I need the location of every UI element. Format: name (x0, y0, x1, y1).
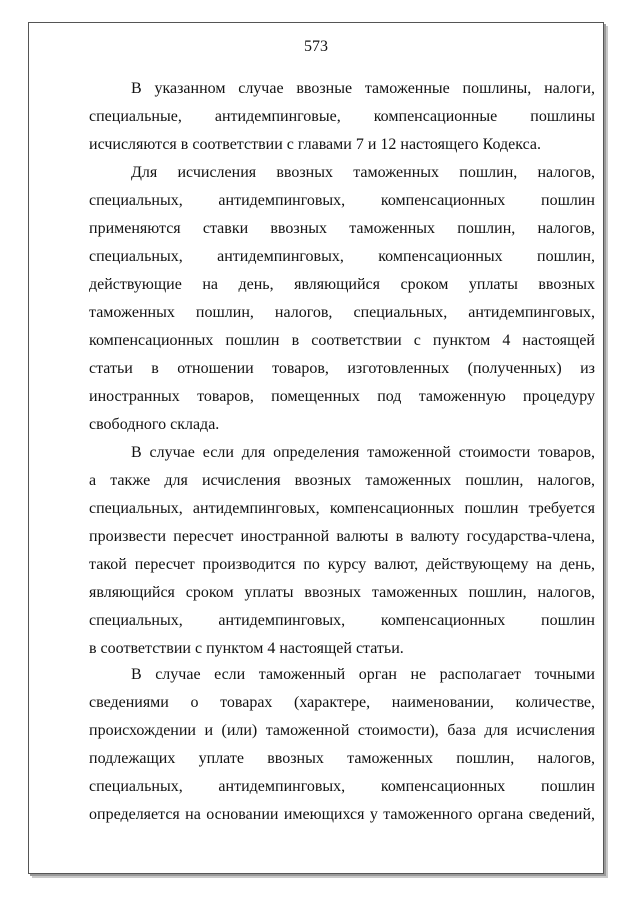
text-line: компенсационных пошлин в соответствии с пунктом 4 настоящей (89, 332, 595, 349)
text-line: таможенных пошлин, налогов, специальных, антидемпинговых, (89, 304, 595, 321)
text-line: специальных, антидемпинговых, компенсационных пошлин требуется (89, 500, 595, 517)
text-line: являющийся сроком уплаты ввозных таможенных пошлин, налогов, (89, 584, 595, 601)
text-line: специальных, антидемпинговых, компенсационных пошлин (89, 778, 595, 795)
paragraph-4 (89, 661, 595, 829)
text-line: применяются ставки ввозных таможенных пошлин, налогов, (89, 220, 595, 237)
text-line: действующие на день, являющийся сроком уплаты ввозных (89, 276, 595, 293)
text-line: свободного склада. (89, 416, 220, 433)
text-line: специальных, антидемпинговых, компенсационных пошлин (89, 612, 595, 629)
text-line: В указанном случае ввозные таможенные пошлины, налоги, (131, 80, 595, 97)
text-line: исчисляются в соответствии с главами 7 и 12 настоящего Кодекса. (89, 136, 541, 153)
text-line: В случае если для определения таможенной стоимости товаров, (131, 444, 595, 461)
text-line: специальных, антидемпинговых, компенсационных пошлин (89, 192, 595, 209)
text-line: подлежащих уплате ввозных таможенных пошлин, налогов, (89, 750, 595, 767)
document-page (28, 22, 604, 874)
text-line: происхождении и (или) таможенной стоимости), база для исчисления (89, 722, 595, 739)
text-line: специальные, антидемпинговые, компенсационные пошлины (89, 108, 595, 125)
text-line: В случае если таможенный орган не располагает точными (131, 666, 595, 683)
page-number: 573 (304, 38, 328, 55)
text-line: определяется на основании имеющихся у таможенного органа сведений, (89, 806, 595, 823)
text-line: Для исчисления ввозных таможенных пошлин, налогов, (131, 164, 595, 181)
text-line: статьи в отношении товаров, изготовленных (полученных) из (89, 360, 595, 377)
text-line: специальных, антидемпинговых, компенсационных пошлин, (89, 248, 595, 265)
paragraph-1 (89, 75, 595, 159)
text-line: а также для исчисления ввозных таможенных пошлин, налогов, (89, 472, 595, 489)
paragraph-2 (89, 159, 595, 439)
text-line: такой пересчет производится по курсу валют, действующему на день, (89, 556, 595, 573)
text-line: сведениями о товарах (характере, наименовании, количестве, (89, 694, 595, 711)
text-line: произвести пересчет иностранной валюты в валюту государства-члена, (89, 528, 595, 545)
paragraph-3 (89, 439, 595, 663)
text-line: в соответствии с пунктом 4 настоящей статьи. (89, 640, 404, 657)
text-line: иностранных товаров, помещенных под таможенную процедуру (89, 388, 595, 405)
